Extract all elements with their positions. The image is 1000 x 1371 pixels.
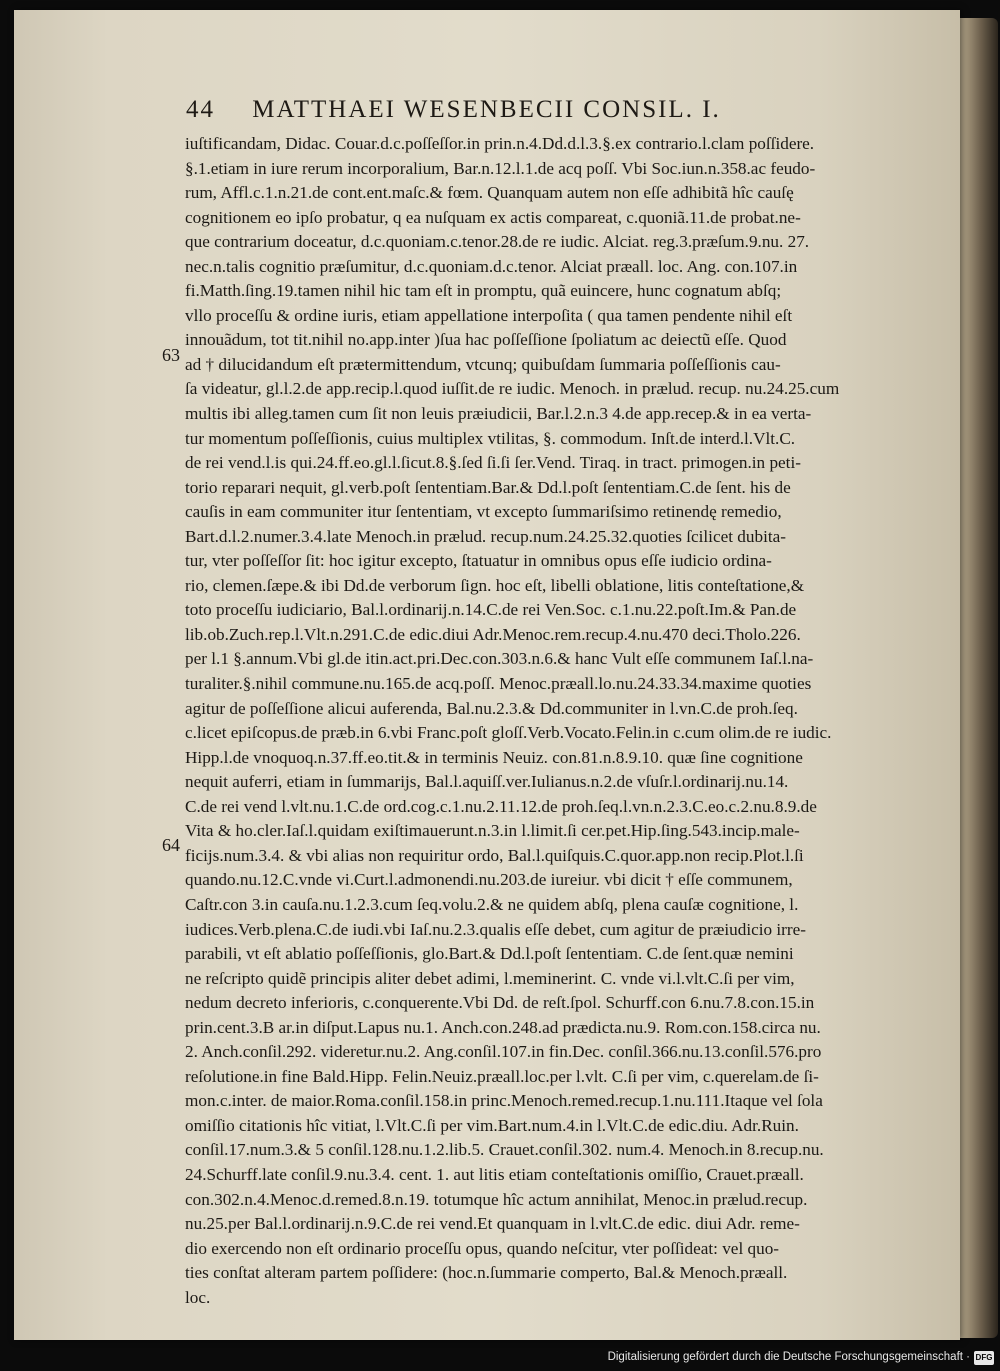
- text-line: nedum decreto inferioris, c.conquerente.Vbi Dd. de reſt.ſpol. Schurff.con 6.nu.7.8.con.15.in: [185, 993, 815, 1013]
- text-line: per l.1 §.annum.Vbi gl.de itin.act.pri.Dec.con.303.n.6.& hanc Vult eſſe communem Iaſ.l.na-: [185, 649, 814, 669]
- text-line: ne reſcripto quidẽ principis aliter debet adimi, l.meminerint. C. vnde vi.l.vlt.C.ſi per vim,: [185, 968, 795, 988]
- margin-note-63: 63: [162, 345, 180, 365]
- text-line: ties conſtat alteram partem poſſidere: (hoc.n.ſummarie comperto, Bal.& Menoch.præall.: [185, 1263, 788, 1283]
- text-line: parabili, vt eſt ablatio poſſeſſionis, glo.Bart.& Dd.l.poſt ſententiam. C.de ſent.quæ nemini: [185, 944, 794, 964]
- text-line: §.1.etiam in iure rerum incorporalium, Bar.n.12.l.1.de acq poſſ. Vbi Soc.iun.n.358.ac feudo-: [185, 158, 816, 178]
- text-line: loc.: [185, 1287, 211, 1307]
- text-line: Caſtr.con 3.in cauſa.nu.1.2.3.cum ſeq.volu.2.& ne quidem abſq, plena cauſæ cognitione, l.: [185, 894, 799, 914]
- text-line: con.302.n.4.Menoc.d.remed.8.n.19. totumque hîc actum annihilat, Menoc.in prælud.recup.: [185, 1189, 808, 1209]
- text-line: Vita & ho.cler.Iaſ.l.quidam exiſtimauerunt.n.3.in l.limit.ſi cer.pet.Hip.ſing.543.incip.male-: [185, 821, 800, 841]
- text-line: 2. Anch.conſil.292. videretur.nu.2. Ang.conſil.107.in fin.Dec. conſil.366.nu.13.conſil.576.pro: [185, 1042, 822, 1062]
- text-line: Hipp.l.de vnoquoq.n.37.ff.eo.tit.& in terminis Neuiz. con.81.n.8.9.10. quæ ſine cognitione: [185, 747, 803, 767]
- text-line: omiſſio citationis hîc vitiat, l.Vlt.C.ſi per vim.Bart.num.4.in l.Vlt.C.de edic.diu. Adr.Ruin.: [185, 1115, 799, 1135]
- text-line: cauſis in eam communiter itur ſententiam, vt excepto ſummariſsimo retinendę remedio,: [185, 502, 782, 522]
- margin-note-64: 64: [162, 835, 180, 855]
- text-line: rio, clemen.ſæpe.& ibi Dd.de verborum ſign. hoc eſt, libelli oblatione, litis conteſtatione,&: [185, 575, 805, 595]
- dfg-logo-icon: DFG: [974, 1351, 994, 1365]
- running-title: MATTHAEI WESENBECII CONSIL. I.: [252, 96, 721, 123]
- text-line: nequit auferri, etiam in ſummarijs, Bal.l.aquiſſ.ver.Iulianus.n.2.de vſuſr.l.ordinarij.nu.14.: [185, 772, 789, 792]
- text-line: ad † dilucidandum eſt prætermittendum, vtcunq; quibuſdam ſummaria poſſeſſionis cau-: [185, 354, 781, 374]
- text-line: turaliter.§.nihil commune.nu.165.de acq.poſſ. Menoc.præall.lo.nu.24.33.34.maxime quoties: [185, 674, 812, 694]
- text-line: que contrarium doceatur, d.c.quoniam.c.tenor.28.de re iudic. Alciat. reg.3.præſum.9.nu. 27.: [185, 232, 810, 252]
- page-number: 44: [186, 96, 215, 123]
- running-head: [186, 96, 946, 130]
- text-line: prin.cent.3.B ar.in diſput.Lapus nu.1. Anch.con.248.ad prædicta.nu.9. Rom.con.158.circa nu.: [185, 1017, 821, 1037]
- text-line: iudices.Verb.plena.C.de iudi.vbi Iaſ.nu.2.3.qualis eſſe debet, cum agitur de præiudicio irre-: [185, 919, 806, 939]
- text-line: vllo proceſſu & ordine iuris, etiam appellatione interpoſita ( qua tamen pendente nihil eſt: [185, 305, 793, 325]
- text-line: c.licet epiſcopus.de præb.in 6.vbi Franc.poſt gloſſ.Verb.Vocato.Felin.in c.cum olim.de re iudic.: [185, 723, 832, 743]
- body-text: [185, 132, 945, 1310]
- text-line: mon.c.inter. de maior.Roma.conſil.158.in princ.Menoch.remed.recup.1.nu.111.Itaque vel ſola: [185, 1091, 823, 1111]
- text-line: cognitionem eo ipſo probatur, q ea nuſquam ex actis compareat, c.quoniã.11.de probat.ne-: [185, 207, 801, 227]
- text-line: ficijs.num.3.4. & vbi alias non requiritur ordo, Bal.l.quiſquis.C.quor.app.non recip.Plot.l.ſi: [185, 845, 804, 865]
- text-line: fi.Matth.ſing.19.tamen nihil hic tam eſt in promptu, quã euincere, hunc cognatum abſq;: [185, 281, 782, 301]
- text-line: torio reparari nequit, gl.verb.poſt ſententiam.Bar.& Dd.l.poſt ſententiam.C.de ſent. his de: [185, 477, 791, 497]
- text-line: toto proceſſu iudiciario, Bal.l.ordinarij.n.14.C.de rei Ven.Soc. c.1.nu.22.poſt.Im.& Pan.de: [185, 600, 797, 620]
- text-line: nec.n.talis cognitio præſumitur, d.c.quoniam.d.c.tenor. Alciat præall. loc. Ang. con.107.in: [185, 256, 798, 276]
- text-line: lib.ob.Zuch.rep.l.Vlt.n.291.C.de edic.diui Adr.Menoc.rem.recup.4.nu.470 deci.Tholo.226.: [185, 624, 801, 644]
- text-line: ſa videatur, gl.l.2.de app.recip.l.quod iuſſit.de re iudic. Menoch. in prælud. recup. nu.24.25.cum: [185, 379, 840, 399]
- text-line: C.de rei vend l.vlt.nu.1.C.de ord.cog.c.1.nu.2.11.12.de proh.ſeq.l.vn.n.2.3.C.eo.c.2.nu.8.9.de: [185, 796, 817, 816]
- text-line: nu.25.per Bal.l.ordinarij.n.9.C.de rei vend.Et quanquam in l.vlt.C.de edic. diui Adr. reme-: [185, 1214, 800, 1234]
- text-line: rum, Affl.c.1.n.21.de cont.ent.maſc.& fœm. Quanquam autem non eſſe adhibitã hîc cauſę: [185, 183, 794, 203]
- text-line: tur momentum poſſeſſionis, cuius multiplex vtilitas, §. commodum. Inſt.de interd.l.Vlt.C.: [185, 428, 796, 448]
- text-line: Bart.d.l.2.numer.3.4.late Menoch.in prælud. recup.num.24.25.32.quoties ſcilicet dubita-: [185, 526, 786, 546]
- text-line: tur, vter poſſeſſor ſit: hoc igitur excepto, ſtatuatur in omnibus opus eſſe iudicio ordina-: [185, 551, 772, 571]
- text-line: multis ibi alleg.tamen cum ſit non leuis præiudicii, Bar.l.2.n.3 4.de app.recep.& in ea verta-: [185, 404, 812, 424]
- text-line: quando.nu.12.C.vnde vi.Curt.l.admonendi.nu.203.de iureiur. vbi dicit † eſſe communem,: [185, 870, 793, 890]
- text-line: reſolutione.in fine Bald.Hipp. Felin.Neuiz.præall.loc.per l.vlt. C.ſi per vim, c.querelam.de ſi-: [185, 1066, 819, 1086]
- text-line: conſil.17.num.3.& 5 conſil.128.nu.1.2.lib.5. Crauet.conſil.302. num.4. Menoch.in 8.recup.nu.: [185, 1140, 824, 1160]
- text-line: dio exercendo non eſt ordinario proceſſu opus, quando neſcitur, vter poſſideat: vel quo-: [185, 1238, 780, 1258]
- text-line: 24.Schurff.late conſil.9.nu.3.4. cent. 1. aut litis etiam conteſtationis omiſſio, Crauet.præall.: [185, 1164, 804, 1184]
- text-line: iuſtificandam, Didac. Couar.d.c.poſſeſſor.in prin.n.4.Dd.d.l.3.§.ex contrario.l.clam poſſidere.: [185, 134, 815, 153]
- text-line: de rei vend.l.is qui.24.ff.eo.gl.l.ſicut.8.§.ſed ſi.ſi ſer.Vend. Tiraq. in tract. primogen.in peti-: [185, 453, 801, 473]
- text-line: innouãdum, tot tit.nihil no.app.inter )ſua hac poſſeſſione ſpoliatum ac deiectũ eſſe. Quod: [185, 330, 787, 350]
- text-line: agitur de poſſeſſione alicui auferenda, Bal.nu.2.3.& Dd.communiter in l.vn.C.de proh.ſeq.: [185, 698, 798, 718]
- footer-credit: Digitalisierung gefördert durch die Deutsche Forschungsgemeinschaft ·: [607, 1351, 970, 1363]
